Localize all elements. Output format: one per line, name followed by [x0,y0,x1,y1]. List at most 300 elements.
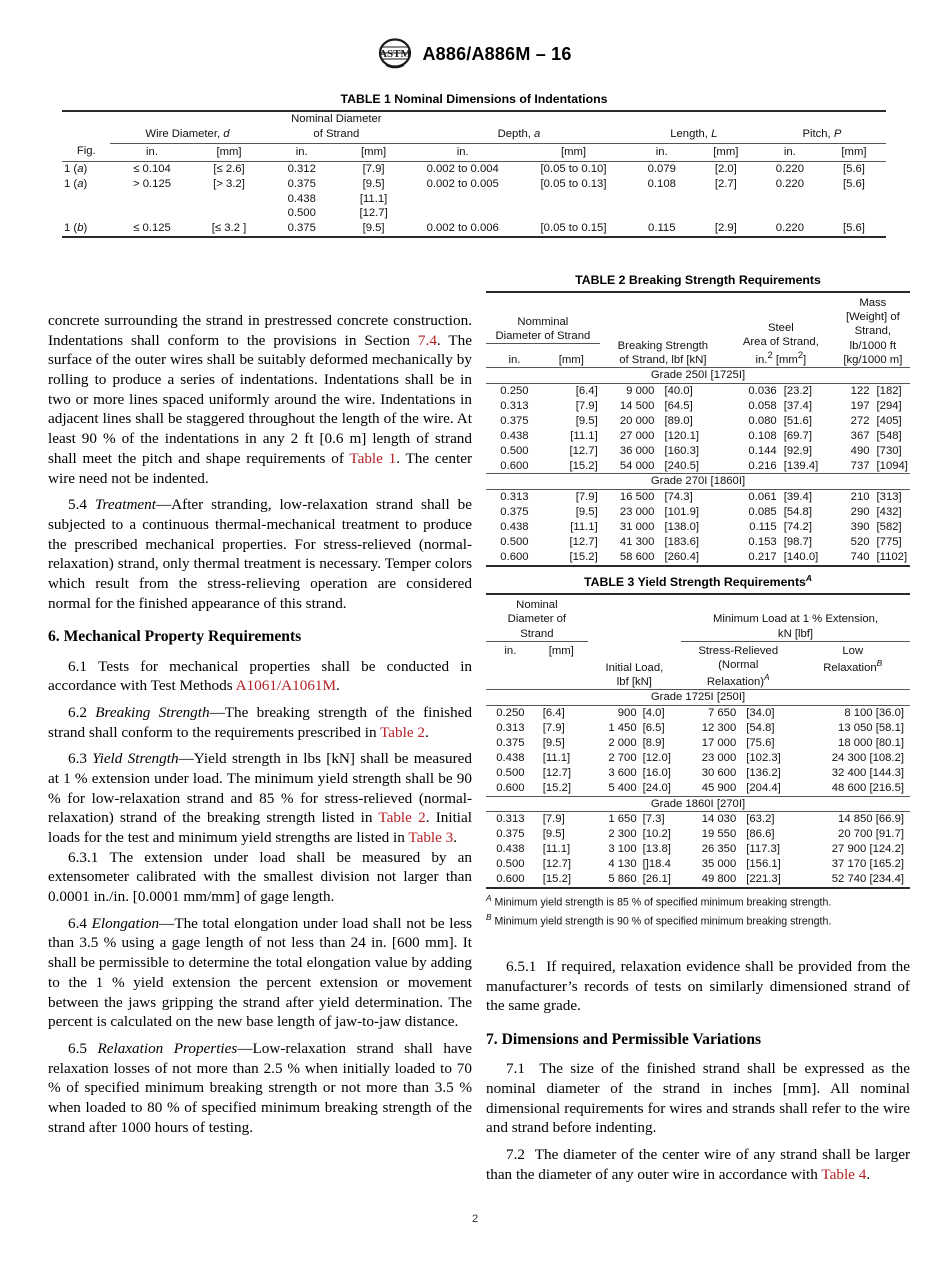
cell: 9 000 [626,385,655,397]
table-1-unit-3: [mm] [339,143,408,161]
para-term: Elongation [91,914,160,932]
cell: [2.7] [714,177,737,190]
cell [517,206,630,221]
cell: 12 300 [701,721,737,734]
cell: [9.5] [362,177,385,190]
cell [408,192,517,207]
cell: 4 130 [608,858,637,871]
cell: 740 [850,550,870,563]
cell: [101.9] [664,506,699,519]
cell: 1 450 [608,721,637,734]
cell: [16.0] [642,766,671,779]
document-title: A886/A886M – 16 [422,43,572,64]
table-row [486,766,910,781]
cell: [11.1] [542,751,571,764]
cell: [204.4] [746,781,781,794]
cell: [138.0] [664,521,699,534]
cell: 0.375 [287,177,316,190]
cell: 3 600 [608,766,637,779]
cell: 0.115 [648,222,676,235]
cell: 14 850 [66.9] [838,813,904,826]
reference-link-a1061[interactable]: A1061/A1061M [235,677,337,695]
cell: [34.0] [746,707,775,720]
cell: [1102] [876,550,908,563]
paragraph-6-1 [48,657,472,696]
cell [630,192,694,207]
cell: 13 050 [58.1] [838,721,904,734]
cell: 0.438 [500,429,529,442]
cell: 122 [850,385,870,397]
cell: 0.375 [496,828,525,841]
para-number: 6.4 [68,914,87,932]
table-3-header-min-load: Minimum Load at 1 % Extension, kN [lbf] [712,613,879,640]
cell: 0.375 [500,506,529,519]
cell: [7.9] [542,721,565,734]
table-row [62,177,886,192]
left-text-column [48,311,472,1137]
table-1-header-length: Length, L [670,127,718,140]
cell: [40.0] [664,385,693,397]
table-3-header-initial-load: Initial Load, lbf [kN] [605,661,664,688]
cell: [12.7] [359,207,388,220]
para-text: Tests for mechanical properties shall be conducted in accordance with Test Methods [48,657,473,695]
cell: 0.220 [775,222,804,235]
cell: [730] [876,444,902,457]
cell: 7 650 [707,707,737,720]
cell: [9.5] [575,414,598,427]
cell: [7.9] [575,399,598,412]
cell: [0.05 to 0.15] [540,222,607,235]
cell: [11.1] [359,192,388,205]
grade-label: Grade 1725I [250I] [650,691,746,704]
table-1-unit-header-row [62,143,886,161]
cell: [24.0] [642,781,671,794]
cell: 2 700 [608,751,637,764]
table-1 [62,92,886,238]
cell: 0.108 [748,429,777,442]
cell: 0.144 [748,444,777,457]
astm-logo [378,38,412,70]
para-number: 6.1 [68,657,87,675]
cell: [2.0] [714,162,737,175]
table-2-body [486,368,910,566]
cell: 23 000 [619,506,655,519]
cell: [136.2] [746,766,781,779]
cell: [5.6] [842,222,865,235]
paragraph-7-1 [486,1059,910,1138]
cell: 0.080 [748,414,777,427]
cell [822,206,886,221]
cell: [10.2] [642,828,671,841]
table-row [62,206,886,221]
cell: 16 500 [619,491,655,504]
table-row [486,721,910,736]
table-row [486,490,910,505]
cell: 0.312 [287,162,316,175]
table-3-body [486,690,910,888]
cell: [240.5] [664,459,699,472]
table-2-header-row [486,292,910,344]
para-text: The size of the finished strand shall be expressed as the nominal diameter of the strand in inches [mm]. All nominal dimensional requirements for wires and strands shall refer to the wire and strand before indenting. [486,1060,910,1137]
cell: 20 700 [91.7] [838,828,904,841]
cell: 367 [850,429,870,442]
para-text: —Yield strength in lbs [kN] shall be measured at 1 % extension under load. The minimum yield strength shall be 90 % for low-relaxation strand and 85 % for stress-relieved (normal-relaxation) strand of the breaking strength listed in [48,750,472,827]
cell: [156.1] [746,858,781,871]
para-term: Breaking Strength [95,703,210,721]
cell [822,192,886,207]
cell: [102.3] [746,751,781,764]
grade-label: Grade 250I [1725I] [650,369,746,382]
table-1-header-wire-diameter: Wire Diameter, d [145,127,230,140]
cell: [140.0] [783,550,819,563]
cell: 290 [850,506,870,519]
cell: 0.058 [748,399,777,412]
footnote-b [486,911,910,930]
para-number: 6.2 [68,703,87,721]
table-3-header-row [486,594,910,641]
cell: 2 300 [608,828,637,841]
table-row [62,221,886,237]
reference-link-table-3[interactable]: Table 3 [408,829,454,846]
reference-link-table-1[interactable]: Table 1 [349,449,397,467]
table-row [486,550,910,566]
table-3 [486,573,910,931]
cell: 0.500 [496,766,525,779]
table-1-header-pitch: Pitch, P [802,127,842,140]
reference-link-7-4[interactable]: 7.4 [417,331,437,349]
cell: [37.4] [783,399,812,412]
table-2-header-steel-area: Steel Area of Strand, in.$^2$ $[mm^2]$ [742,321,819,366]
cell [630,206,694,221]
para-text: . Initial loads for the test and minimum yield strengths are listed in [48,809,472,846]
table-1-header-depth: Depth, a [497,127,541,140]
table-3-subheader-row [486,641,910,689]
paragraph-continued [48,311,472,488]
cell: [7.9] [362,162,385,175]
cell: 26 350 [701,843,737,856]
section-heading-6: 6. Mechanical Property Requirements [48,628,302,646]
cell: > 0.125 [133,177,172,190]
cell: [582] [876,521,902,534]
cell-fig: 1 (a) [64,177,88,190]
section-heading-7: 7. Dimensions and Permissible Variations [486,1031,762,1049]
table-3-footnotes [486,892,910,931]
cell: [54.8] [746,721,775,734]
cell: [23.2] [783,385,812,397]
cell: 58 600 [619,550,655,563]
para-text: concrete surrounding the strand in prestressed concrete construction. Indentations shall conform to the provisions in Section [48,312,472,349]
table-1-body [62,161,886,237]
table-row [486,812,910,827]
cell: 19 550 [701,828,737,841]
cell: 0.220 [775,177,804,190]
cell [194,206,265,221]
cell: [4.0] [642,707,665,720]
table-2-grade-row [486,474,910,490]
cell: 0.115 [749,521,777,534]
cell: [0.05 to 0.10] [540,162,607,175]
cell: [5.6] [842,177,865,190]
cell: 0.108 [647,177,676,190]
table-3-subheader-low-relaxation: Low Relaxation$^B$ [795,641,910,689]
cell: 23 000 [701,751,737,764]
cell: [9.5] [362,222,385,235]
table-row [486,505,910,520]
cell: [15.2] [542,873,572,886]
cell: ≤ 0.125 [133,222,171,235]
para-number: 6.5.1 [506,958,537,975]
cell: [11.1] [570,521,598,534]
cell: 900 [617,707,637,720]
cell: 18 000 [80.1] [838,736,904,749]
table-1-unit-5: [mm] [517,143,630,161]
paragraph-6-5-1 [486,957,910,1016]
cell: 0.600 [496,781,525,794]
cell: [7.9] [575,491,598,504]
cell: [548] [876,429,902,442]
table-row [486,706,910,721]
cell [517,192,630,207]
paragraph-6-3-1 [48,848,472,907]
table-row [486,414,910,429]
grade-label: Grade 270I [1860I] [650,475,746,488]
cell: [183.6] [664,536,699,549]
cell: 45 900 [701,781,737,794]
table-1-unit-4: in. [408,143,517,161]
cell: [405] [876,414,902,427]
cell: 17 000 [701,736,737,749]
cell: 0.600 [496,873,525,886]
cell: 36 000 [619,444,655,457]
cell: [12.7] [542,766,572,779]
cell-fig: 1 (a) [64,162,88,175]
cell: 0.500 [500,444,529,457]
cell: [12.7] [542,858,572,871]
para-text: —Low-relaxation strand shall have relaxation losses of not more than 2.5 % when initially loaded to 70 % of specified minimum breaking strength or not more than 3.5 % when loaded to 80 % of specified minimum breaking strength of the strand after 1000 hours of testing. [48,1039,472,1136]
cell: 3 100 [608,843,637,856]
cell: [9.5] [542,828,565,841]
paragraph-5-4 [48,495,472,613]
para-text: If required, relaxation evidence shall be provided from the manufacturer’s records of tests on similarly dimensioned strand of the same grade. [486,958,911,1015]
table-row [486,781,910,796]
cell [194,192,265,207]
cell [694,206,758,221]
cell: ≤ 0.104 [133,162,171,175]
cell: 0.220 [775,162,804,175]
cell: [≤ 2.6] [213,162,245,175]
cell: [313] [876,491,902,504]
cell: [89.0] [664,414,693,427]
footnote-a [486,892,910,911]
para-number: 7.1 [506,1060,525,1078]
table-2-grade-row [486,368,910,384]
reference-link-table-2[interactable]: Table 2 [378,809,426,827]
cell: 49 800 [701,873,737,886]
cell: 0.313 [496,721,525,734]
para-text: . [336,677,340,695]
table-row [486,535,910,550]
para-text: . The center wire need not be indented. [48,449,472,487]
para-text: —The total elongation under load shall not be less than 3.5 % using a gage length of not less than 24 in. [600 mm]. It shall be permissible to determine the total elongation value by adding to the 1 % yield extension the percent extension or movement between the jaws gripping the strand after yield determination. The percent is calculated on the new base length of jaw-to-jaw distance. [48,914,473,1031]
table-2-header-mass: Mass [Weight] of Strand, lb/1000 ft [kg/1000 m] [843,297,903,366]
table-row [62,161,886,176]
footnote-b-marker: B [486,912,492,923]
cell: [12.7] [569,536,598,549]
cell: 8 100 [36.0] [844,707,904,720]
para-text: . The surface of the outer wires shall be suitably deformed mechanically by rolling to produce a series of indentations. Indentations shall be in two or more lines spaced uniformly around the wire. Indentations in adjacent lines shall be staggered throughout the length of the wire. At least 90 % of the indentations in any 2 ft [0.6 m] length of strand shall meet the pitch and shape requirements of [48,331,473,467]
cell: 0.500 [496,858,525,871]
table-1-unit-1: [mm] [194,143,265,161]
cell: [≤ 3.2 ] [211,222,247,235]
cell: [74.3] [664,491,693,504]
cell: [260.4] [664,550,699,563]
cell: 14 030 [701,813,737,826]
cell: 0.438 [496,751,525,764]
para-number: 6.3 [68,750,87,768]
cell [110,192,193,207]
cell-fig [62,192,110,207]
right-text-column [486,957,910,1184]
cell: 37 170 [165.2] [831,858,904,871]
footnote-a-text: Minimum yield strength is 85 % of specified minimum breaking strength. [494,896,832,909]
cell: 27 000 [619,429,655,442]
cell: 1 650 [608,813,637,826]
cell: 272 [850,414,870,427]
reference-link-table-2[interactable]: Table 2 [380,723,425,741]
cell: [> 3.2] [213,177,245,190]
footnote-marker-a: A [805,573,812,583]
cell [758,206,822,221]
cell: [7.3] [642,813,665,826]
table-row [486,520,910,535]
table-1-unit-0: in. [110,143,193,161]
cell: [26.1] [642,873,671,886]
cell: [0.05 to 0.13] [540,177,607,190]
cell: 0.002 to 0.006 [426,222,499,235]
table-1-unit-7: [mm] [694,143,758,161]
cell: [69.7] [783,429,812,442]
cell: 210 [850,491,870,504]
cell [408,206,517,221]
cell: 0.438 [287,192,316,205]
para-text: The extension under load shall be measured by an extensometer calibrated with the smallest division not larger than 0.0001 in./in. [0.0001 mm/mm] of gage length. [48,848,473,906]
table-2-header-breaking-strength: Breaking Strength of Strand, lbf [kN] [617,339,709,366]
cell: [13.8] [642,843,671,856]
cell: 0.085 [748,506,777,519]
cell [694,192,758,207]
cell [758,192,822,207]
table-1-unit-6: in. [630,143,694,161]
cell: [775] [876,536,902,549]
cell: [86.6] [746,828,775,841]
table-1-header-nominal-diameter: Nominal Diameter of Strand [291,113,382,140]
table-3-caption [486,573,910,589]
para-term: Treatment [94,496,156,514]
cell: [6.4] [542,707,565,720]
cell: [63.2] [746,813,775,826]
cell: [6.4] [575,385,598,397]
paragraph-6-5 [48,1039,472,1137]
cell: 20 000 [619,414,655,427]
footnote-b-text: Minimum yield strength is 90 % of specified minimum breaking strength. [494,915,832,928]
cell: [15.2] [542,781,572,794]
cell: [7.9] [542,813,565,826]
cell: 14 500 [619,399,655,412]
table-row [486,751,910,766]
cell: [294] [876,399,902,412]
cell: [9.5] [575,506,598,519]
table-row [486,429,910,444]
cell: [160.3] [664,444,699,457]
cell: [12.7] [569,444,598,457]
table-3-caption-text: TABLE 3 Yield Strength Requirements [584,575,806,590]
cell: [39.4] [783,491,812,504]
table-3-grade-row [486,690,910,706]
cell: 5 400 [608,781,637,794]
cell: [139.4] [783,459,819,472]
cell: 0.313 [500,399,529,412]
table-2-caption: TABLE 2 Breaking Strength Requirements [575,273,821,287]
grade-label: Grade 1860I [270I] [650,797,746,810]
cell: 0.375 [496,736,525,749]
para-number: 5.4 [68,496,87,514]
cell: [11.1] [542,843,571,856]
cell: 48 600 [216.5] [831,781,904,794]
cell: [51.6] [783,414,812,427]
table-1-caption: TABLE 1 Nominal Dimensions of Indentations [340,92,608,106]
cell: [15.2] [569,550,598,563]
cell: 0.600 [500,459,529,472]
svg-text:ASTM: ASTM [379,48,412,60]
cell: [6.5] [642,721,665,734]
cell: [11.1] [570,429,598,442]
cell: 54 000 [619,459,655,472]
table-2 [486,273,910,567]
cell: 0.002 to 0.005 [426,177,499,190]
cell: 0.500 [500,536,529,549]
table-row [486,827,910,842]
para-number: 6.5 [68,1039,87,1057]
table-3-grade-row [486,796,910,812]
reference-link-table-4[interactable]: Table 4 [821,1165,867,1183]
paragraph-7-2 [486,1145,910,1184]
table-row [486,399,910,414]
cell: [8.9] [642,736,665,749]
cell: [54.8] [783,506,812,519]
para-text: . [424,723,429,741]
para-term: Yield Strength [92,750,179,768]
cell: 0.313 [500,491,529,504]
cell: 0.153 [748,536,777,549]
cell: [64.5] [664,399,693,412]
cell: 31 000 [619,521,655,534]
para-text: . [453,829,458,846]
cell: 0.500 [287,207,316,220]
cell: 0.079 [647,162,676,175]
para-text: —After stranding, low-relaxation strand shall be subjected to a continuous thermal-mechanical treatment to produce the prescribed mechanical properties. For stress-relieved (normal-relaxation) strand, only thermal treatment is necessary. Temper colors which result from the stress-relieving operation are considered normal for the finished appearance of this strand. [48,496,473,612]
table-row [486,857,910,872]
cell: 41 300 [619,536,655,549]
paragraph-6-4 [48,914,472,1032]
table-row [486,384,910,399]
cell: 520 [850,536,870,549]
cell: 5 860 [608,873,637,886]
cell: 0.002 to 0.004 [426,162,499,175]
table-row [62,192,886,207]
cell: [15.2] [569,459,598,472]
cell: 52 740 [234.4] [831,873,904,886]
cell: [1094] [876,459,908,472]
